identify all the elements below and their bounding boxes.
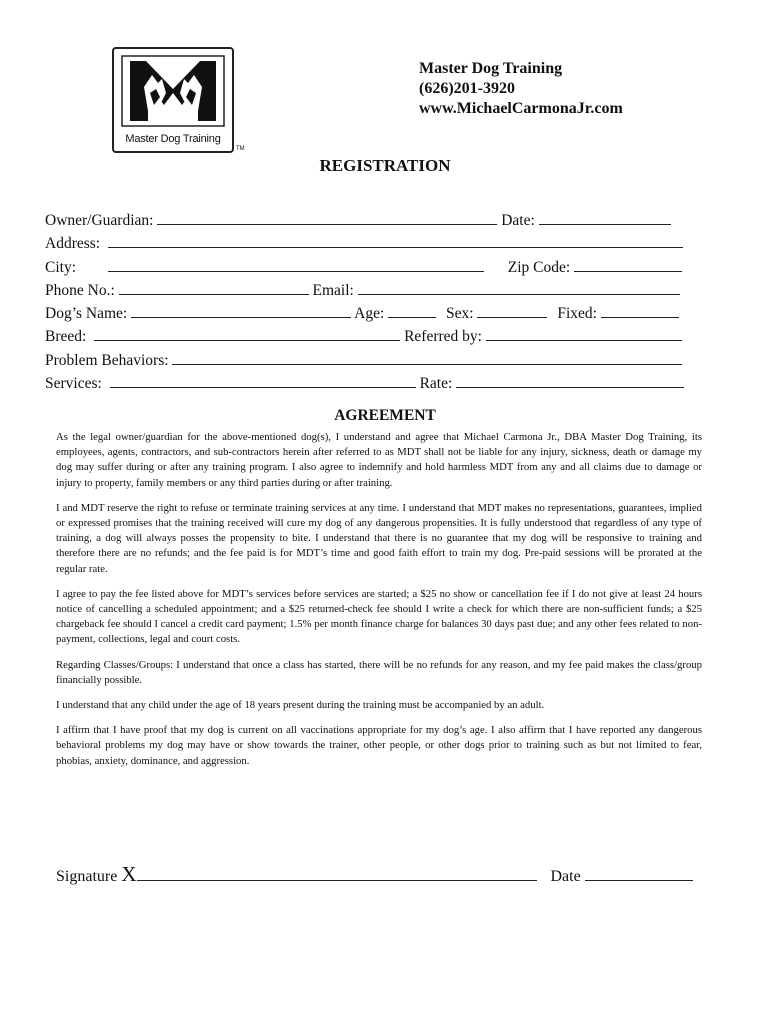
city-label: City: — [45, 259, 77, 276]
services-row — [45, 372, 684, 392]
age-field[interactable] — [388, 302, 436, 318]
date-field[interactable] — [539, 209, 671, 225]
email-label: Email: — [312, 282, 354, 299]
signature-date-label: Date — [550, 868, 581, 885]
company-phone: (626)201-3920 — [419, 80, 515, 97]
signature-field[interactable] — [137, 865, 537, 881]
owner-guardian-field[interactable] — [157, 209, 497, 225]
company-website: www.MichaelCarmonaJr.com — [419, 100, 623, 117]
services-field[interactable] — [110, 372, 416, 388]
owner-guardian-label: Owner/Guardian: — [45, 212, 154, 229]
date-label: Date: — [501, 212, 535, 229]
signature-date-field[interactable] — [585, 865, 693, 881]
dogs-name-field[interactable] — [131, 302, 351, 318]
sex-field[interactable] — [477, 302, 547, 318]
agreement-paragraph: As the legal owner/guardian for the above-mentioned dog(s), I understand and agree that Michael Carmona Jr., DBA Master Dog Training, its employees, agents, contractors, and sub-contractors herein after referred to as MDT shall not be liable for any injury, sickness, death or damage my dog may suffer during or after any training program. I also agree to indemnify and hold harmless MDT from any and all claims due to damage or injury to property, family members or any third parties during or after training. — [56, 431, 702, 489]
agreement-paragraph: I agree to pay the fee listed above for MDT’s services before services are started; a $25 no show or cancellation fee if I do not give at least 24 hours notice of cancelling a scheduled appointment; and a $25 returned-check fee should I write a check for which there are non-sufficient funds; a $25 chargeback fee should I cancel a credit card payment; 1.5% per month finance charge for balances 30 days past due; and any other fees related to non-payment, collections, legal and court costs. — [56, 587, 702, 646]
signature-row — [56, 862, 696, 887]
age-label: Age: — [354, 305, 385, 322]
agreement-paragraph: Regarding Classes/Groups: I understand that once a class has started, there will be no refunds for any reason, and my fee paid makes the class/group financially possible. — [56, 658, 702, 686]
agreement-title: AGREEMENT — [334, 407, 436, 424]
referred-by-field[interactable] — [486, 325, 682, 341]
city-field[interactable] — [108, 256, 484, 272]
signature-x-mark: X — [121, 862, 137, 886]
owner-row — [45, 209, 671, 229]
trademark-mark: TM — [236, 146, 245, 152]
problem-behaviors-row — [45, 349, 682, 369]
company-info — [419, 59, 623, 119]
phone-row — [45, 279, 680, 299]
registration-title: REGISTRATION — [319, 156, 451, 175]
phone-no-field[interactable] — [119, 279, 309, 295]
agreement-text — [56, 430, 702, 779]
phone-no-label: Phone No.: — [45, 282, 115, 299]
sex-label: Sex: — [446, 305, 474, 322]
services-label: Services: — [45, 375, 102, 392]
agreement-paragraph: I and MDT reserve the right to refuse or terminate training services at any time. I understand that MDT makes no representations, guarantees, implied or expressed promises that the training received will cure my dog of any dangerous propensities. It is fully understood that regardless of any type of training, a dog will always posses the propensity to bite. I understand that there is no guarantee that my dog will be responsive to training and therefore there are no refunds; and the fee paid is for MDT’s time and good faith effort to train my dog. Pre-paid sessions will be prorated at the regular rate. — [56, 501, 702, 575]
dogs-name-label: Dog’s Name: — [45, 305, 128, 322]
address-field[interactable] — [108, 232, 683, 248]
breed-row — [45, 325, 682, 345]
address-row — [45, 232, 683, 252]
email-field[interactable] — [358, 279, 680, 295]
breed-label: Breed: — [45, 328, 87, 345]
agreement-paragraph: I understand that any child under the age of 18 years present during the training must be accompanied by an adult. — [56, 699, 545, 712]
signature-label: Signature — [56, 868, 118, 885]
agreement-paragraph: I affirm that I have proof that my dog is current on all vaccinations appropriate for my dog’s age. I also affirm that I have reported any dangerous behavioral problems my dog may have or show towards the trainer, other people, or other dogs prior to training such as but not limited to fear, phobias, anxiety, dominance, and aggression. — [56, 724, 702, 767]
problem-behaviors-field[interactable] — [172, 349, 682, 365]
rate-label: Rate: — [419, 375, 453, 392]
city-row — [45, 256, 682, 276]
address-label: Address: — [45, 235, 101, 252]
problem-behaviors-label: Problem Behaviors: — [45, 352, 169, 369]
company-name: Master Dog Training — [419, 60, 563, 77]
zip-code-field[interactable] — [574, 256, 682, 272]
breed-field[interactable] — [94, 325, 400, 341]
fixed-label: Fixed: — [557, 305, 597, 322]
rate-field[interactable] — [456, 372, 684, 388]
referred-by-label: Referred by: — [404, 328, 482, 345]
company-logo — [112, 47, 234, 153]
dog-row — [45, 302, 679, 322]
zip-code-label: Zip Code: — [507, 259, 571, 276]
logo-caption: Master Dog Training — [125, 133, 221, 145]
fixed-field[interactable] — [601, 302, 679, 318]
